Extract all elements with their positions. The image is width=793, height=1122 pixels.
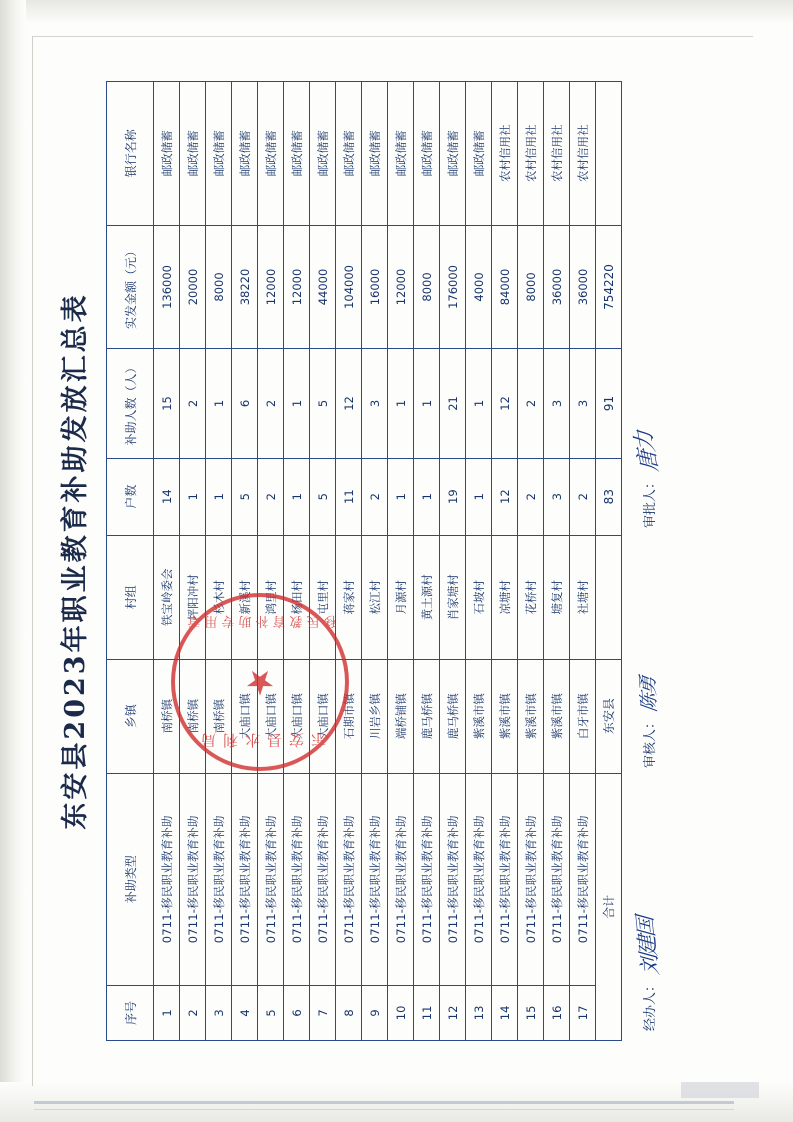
column-header-amount: 实发金额（元） [107,225,154,349]
cell-households: 12 [492,458,518,535]
cell-subsidy-type: 0711-移民职业教育补助 [180,773,206,985]
cell-township: 紫溪市镇 [518,659,544,773]
cell-households: 19 [440,458,466,535]
cell-households: 2 [362,458,388,535]
scan-edge-top [0,0,793,22]
scan-edge-left [0,0,26,1122]
cell-subsidy-type: 0711-移民职业教育补助 [570,773,596,985]
cell-people: 1 [414,349,440,458]
cell-village: 鸿里村 [258,535,284,659]
cell-bank: 农村信用社 [544,82,570,226]
cell-subsidy-type: 0711-移民职业教育补助 [362,773,388,985]
cell-amount: 44000 [310,225,336,349]
signature-reviewer [636,676,661,768]
table-row [544,82,570,1041]
cell-subsidy-type: 0711-移民职业教育补助 [544,773,570,985]
signature-row [631,51,664,1031]
cell-no: 11 [414,985,440,1040]
cell-subsidy-type: 0711-移民职业教育补助 [336,773,362,985]
cell-township: 大庙口镇 [284,659,310,773]
cell-bank: 邮政储蓄 [284,82,310,226]
cell-township: 紫溪市镇 [466,659,492,773]
table-row [518,82,544,1041]
cell-households: 1 [414,458,440,535]
column-header-households: 户数 [107,458,154,535]
cell-amount: 8000 [518,225,544,349]
cell-village: 新溪村 [232,535,258,659]
cell-amount: 36000 [544,225,570,349]
cell-households: 11 [336,458,362,535]
cell-no: 12 [440,985,466,1040]
cell-people: 1 [388,349,414,458]
signature-preparer [632,917,663,1031]
table-row [466,82,492,1041]
cell-households: 2 [258,458,284,535]
cell-no: 3 [206,985,232,1040]
table-row [362,82,388,1041]
table-row [570,82,596,1041]
cell-amount: 12000 [284,225,310,349]
cell-amount: 16000 [362,225,388,349]
cell-amount: 4000 [466,225,492,349]
cell-township: 大庙口镇 [310,659,336,773]
cell-subsidy-type: 0711-移民职业教育补助 [310,773,336,985]
cell-people: 1 [466,349,492,458]
cell-village: 塘复村 [544,535,570,659]
cell-people: 5 [310,349,336,458]
cell-village: 花桥村 [518,535,544,659]
cell-amount: 38220 [232,225,258,349]
cell-village: 铁宝岭委会 [154,535,180,659]
document-body [51,51,741,1071]
cell-amount: 20000 [180,225,206,349]
cell-township: 白牙市镇 [570,659,596,773]
preparer-signature: 刘建国 [632,917,663,976]
page-title: 东安县2023年职业教育补助发放汇总表 [60,292,91,830]
cell-people: 2 [258,349,284,458]
cell-amount: 136000 [154,225,180,349]
summary-table [106,81,622,1041]
table-row [232,82,258,1041]
total-amount: 754220 [596,225,622,349]
page-bottom-band-secondary [34,1109,734,1110]
official-seal [171,593,349,771]
table-row [284,82,310,1041]
cell-people: 3 [362,349,388,458]
cell-no: 13 [466,985,492,1040]
cell-no: 14 [492,985,518,1040]
seal-top-text: 东安县水利局 [194,731,327,749]
cell-people: 2 [180,349,206,458]
page-corner-mark [681,1082,759,1098]
cell-village: 石坡村 [466,535,492,659]
cell-bank: 邮政储蓄 [388,82,414,226]
cell-township: 紫溪市镇 [492,659,518,773]
cell-people: 1 [206,349,232,458]
cell-bank: 农村信用社 [518,82,544,226]
cell-households: 1 [466,458,492,535]
cell-bank: 邮政储蓄 [180,82,206,226]
cell-no: 10 [388,985,414,1040]
cell-village: 黄土源村 [414,535,440,659]
cell-subsidy-type: 0711-移民职业教育补助 [440,773,466,985]
cell-village: 蒋家村 [336,535,362,659]
cell-people: 3 [544,349,570,458]
cell-no: 2 [180,985,206,1040]
cell-people: 21 [440,349,466,458]
column-header-bank: 银行名称 [107,82,154,226]
cell-bank: 邮政储蓄 [440,82,466,226]
reviewer-signature: 陈勇 [636,676,661,714]
cell-people: 2 [518,349,544,458]
cell-subsidy-type: 0711-移民职业教育补助 [154,773,180,985]
total-label: 合计 [596,773,622,1040]
cell-township: 端桥铺镇 [388,659,414,773]
total-households: 83 [596,458,622,535]
cell-township: 大庙口镇 [232,659,258,773]
cell-township: 大庙口镇 [258,659,284,773]
cell-village: 社塘村 [570,535,596,659]
cell-no: 1 [154,985,180,1040]
column-header-subsidy-type: 补助类型 [107,773,154,985]
cell-households: 5 [232,458,258,535]
cell-households: 5 [310,458,336,535]
cell-village: 月源村 [388,535,414,659]
cell-people: 6 [232,349,258,458]
approver-signature: 唐力 [631,431,664,473]
cell-township: 鹿马桥镇 [440,659,466,773]
cell-subsidy-type: 0711-移民职业教育补助 [466,773,492,985]
table-row [206,82,232,1041]
cell-no: 4 [232,985,258,1040]
cell-no: 5 [258,985,284,1040]
preparer-label: 经办人： [642,978,658,1031]
table-row [492,82,518,1041]
cell-subsidy-type: 0711-移民职业教育补助 [388,773,414,985]
cell-amount: 8000 [206,225,232,349]
reviewer-label: 审核人： [642,715,658,768]
column-header-people: 补助人数（人） [107,349,154,458]
column-header-no: 序号 [107,985,154,1040]
cell-subsidy-type: 0711-移民职业教育补助 [232,773,258,985]
cell-bank: 邮政储蓄 [362,82,388,226]
cell-subsidy-type: 0711-移民职业教育补助 [414,773,440,985]
column-header-township: 乡镇 [107,659,154,773]
table-row [310,82,336,1041]
page-fold-line-top [33,36,753,37]
cell-township: 南桥镇 [154,659,180,773]
cell-households: 3 [544,458,570,535]
cell-households: 1 [206,458,232,535]
column-header-village: 村组 [107,535,154,659]
cell-people: 3 [570,349,596,458]
seal-star-icon: ★ [244,662,276,702]
approver-label: 审批人： [642,475,658,528]
table-header-row [107,82,154,1041]
cell-village: 屯里村 [310,535,336,659]
page-fold-line [32,36,33,1086]
cell-village: 杨田村 [284,535,310,659]
cell-no: 16 [544,985,570,1040]
cell-township: 南桥镇 [180,659,206,773]
cell-amount: 176000 [440,225,466,349]
cell-village: 凉塘村 [492,535,518,659]
total-bank-blank [596,82,622,226]
cell-bank: 邮政储蓄 [206,82,232,226]
cell-township: 紫溪市镇 [544,659,570,773]
cell-township: 鹿马桥镇 [414,659,440,773]
cell-bank: 邮政储蓄 [310,82,336,226]
cell-no: 9 [362,985,388,1040]
total-village-blank [596,535,622,659]
cell-people: 1 [284,349,310,458]
cell-township: 南桥镇 [206,659,232,773]
cell-no: 8 [336,985,362,1040]
table-row [388,82,414,1041]
cell-no: 15 [518,985,544,1040]
table-total-row [596,82,622,1041]
cell-village: 松江村 [362,535,388,659]
seal-bottom-text: 移民教育补助专用章 [183,613,337,628]
cell-village: 坪阳冲村 [180,535,206,659]
cell-amount: 104000 [336,225,362,349]
cell-village: 杉木村 [206,535,232,659]
cell-subsidy-type: 0711-移民职业教育补助 [258,773,284,985]
cell-people: 12 [492,349,518,458]
cell-subsidy-type: 0711-移民职业教育补助 [492,773,518,985]
total-people: 91 [596,349,622,458]
cell-no: 6 [284,985,310,1040]
cell-subsidy-type: 0711-移民职业教育补助 [518,773,544,985]
cell-amount: 12000 [258,225,284,349]
table-row [414,82,440,1041]
table-row [258,82,284,1041]
cell-no: 17 [570,985,596,1040]
table-row [440,82,466,1041]
cell-households: 2 [570,458,596,535]
cell-township: 石期市镇 [336,659,362,773]
cell-households: 1 [388,458,414,535]
table-body [154,82,622,1041]
cell-people: 15 [154,349,180,458]
cell-bank: 邮政储蓄 [336,82,362,226]
cell-households: 1 [284,458,310,535]
cell-bank: 邮政储蓄 [466,82,492,226]
cell-amount: 12000 [388,225,414,349]
cell-bank: 邮政储蓄 [258,82,284,226]
cell-no: 7 [310,985,336,1040]
cell-bank: 邮政储蓄 [414,82,440,226]
signature-approver [631,431,664,528]
cell-households: 2 [518,458,544,535]
cell-households: 1 [180,458,206,535]
cell-households: 14 [154,458,180,535]
table-row [154,82,180,1041]
total-township: 东安县 [596,659,622,773]
cell-bank: 农村信用社 [492,82,518,226]
cell-bank: 邮政储蓄 [154,82,180,226]
cell-subsidy-type: 0711-移民职业教育补助 [284,773,310,985]
cell-amount: 84000 [492,225,518,349]
cell-township: 川岩乡镇 [362,659,388,773]
cell-bank: 农村信用社 [570,82,596,226]
cell-amount: 36000 [570,225,596,349]
cell-village: 肖家塘村 [440,535,466,659]
cell-people: 12 [336,349,362,458]
cell-bank: 邮政储蓄 [232,82,258,226]
cell-subsidy-type: 0711-移民职业教育补助 [206,773,232,985]
cell-amount: 8000 [414,225,440,349]
table-row [336,82,362,1041]
page-bottom-band [34,1101,734,1104]
table-row [180,82,206,1041]
